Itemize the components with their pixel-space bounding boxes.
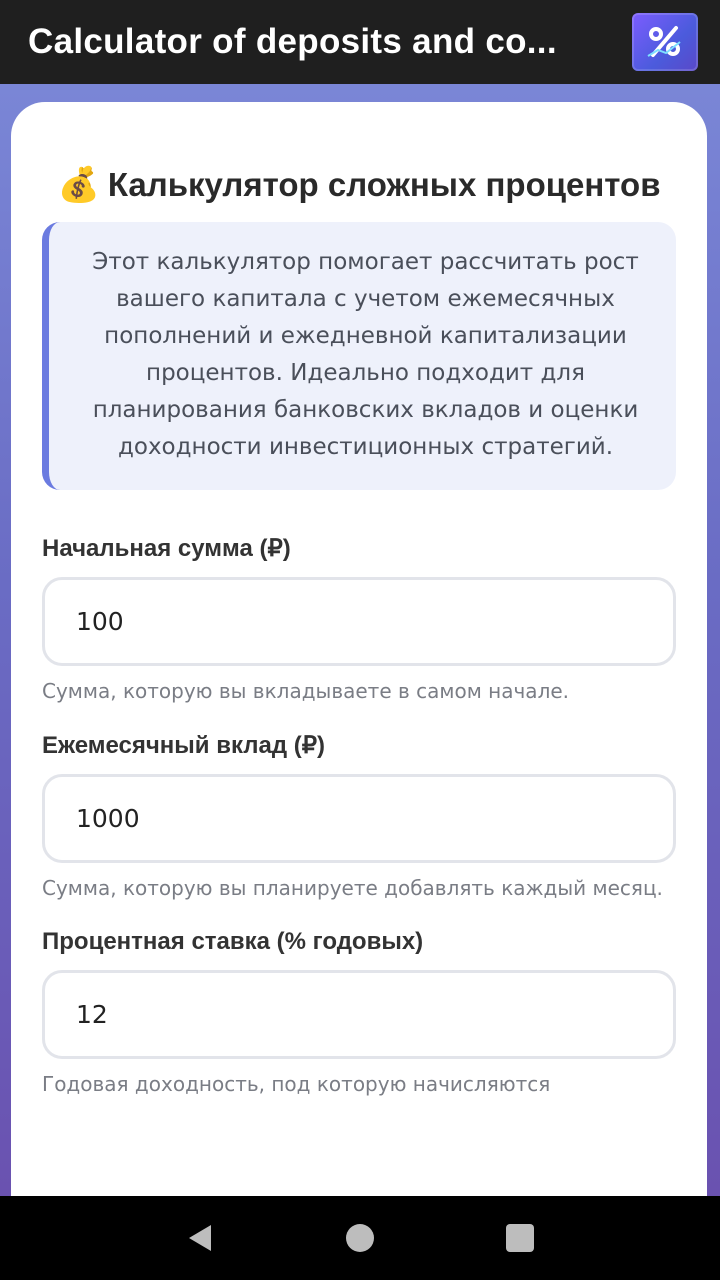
monthly-deposit-hint: Сумма, которую вы планируете добавлять каждый месяц. (42, 876, 663, 900)
interest-rate-input[interactable]: 12 (42, 970, 676, 1059)
app-bar (0, 0, 720, 84)
info-text: Этот калькулятор помогает рассчитать рост вашего капитала с учетом ежемесячных пополнений и ежедневной капитализации процентов. Идеально подходит для планирования банковских вкладов и оценки доходности инвестиционных стратегий. (92, 249, 639, 460)
initial-amount-input[interactable]: 100 (42, 577, 676, 666)
interest-rate-label: Процентная ставка (% годовых) (42, 928, 424, 955)
app-title: Calculator of deposits and co... (28, 22, 557, 61)
percent-chart-icon[interactable] (632, 13, 698, 71)
info-box (42, 222, 676, 490)
system-nav-bar (0, 1196, 720, 1280)
initial-amount-label: Начальная сумма (₽) (42, 535, 291, 562)
initial-amount-hint: Сумма, которую вы вкладываете в самом начале. (42, 679, 570, 703)
home-icon[interactable] (330, 1208, 390, 1268)
page-title (42, 162, 676, 208)
money-bag-icon: 💰 (57, 166, 100, 204)
monthly-deposit-label: Ежемесячный вклад (₽) (42, 732, 326, 759)
content-area[interactable] (0, 84, 720, 1196)
recents-icon[interactable] (490, 1208, 550, 1268)
interest-rate-hint: Годовая доходность, под которую начисляются (42, 1072, 551, 1096)
calculator-card (11, 102, 707, 1196)
monthly-deposit-input[interactable]: 1000 (42, 774, 676, 863)
page-title-text: Калькулятор сложных процентов (107, 166, 661, 203)
back-icon[interactable] (170, 1208, 230, 1268)
